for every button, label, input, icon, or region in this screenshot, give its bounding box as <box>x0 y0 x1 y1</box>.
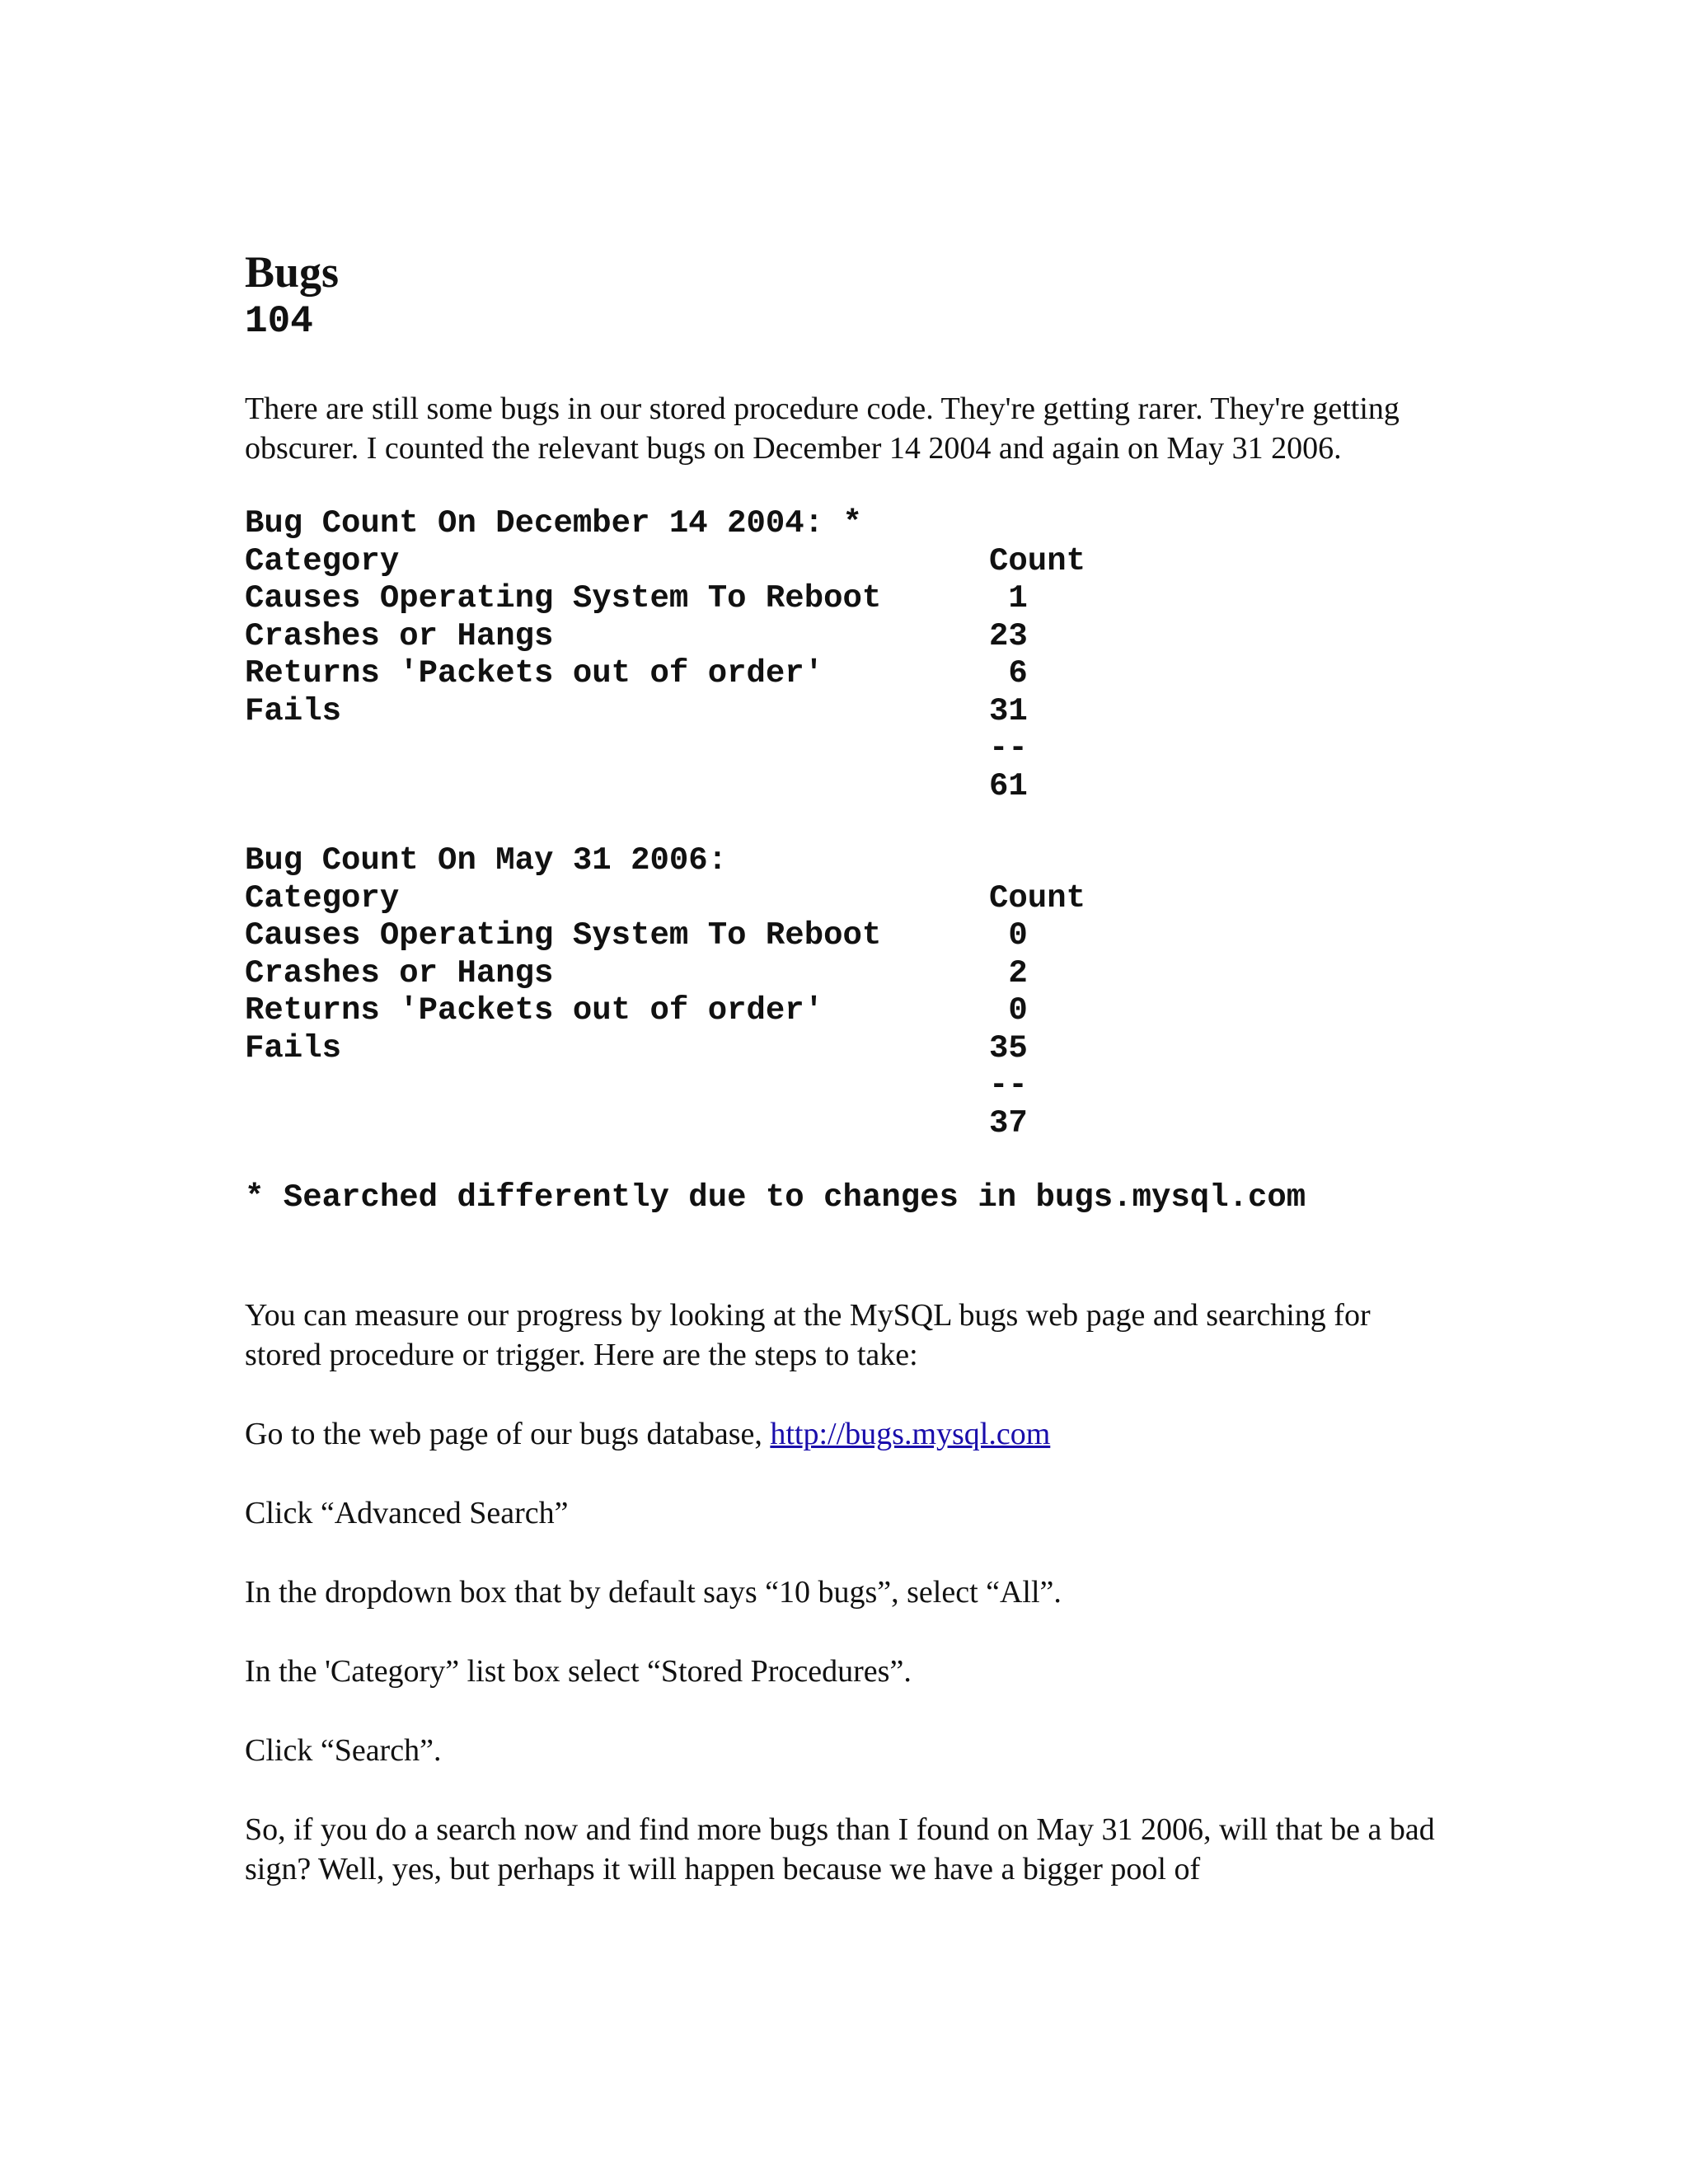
document-page <box>245 247 1448 1889</box>
row-category: Returns 'Packets out of order' <box>245 655 824 691</box>
separator: -- <box>989 730 1028 766</box>
header-count: Count <box>989 542 1086 579</box>
closing-paragraph: So, if you do a search now and find more bugs than I found on May 31 2006, will that be a bad sign? Well, yes, but perhaps it will happen because we have a bigger pool of <box>245 1811 1435 1886</box>
progress-paragraph: You can measure our progress by looking at the MySQL bugs web page and searching for stored procedure or trigger. Here are the steps to take: <box>245 1297 1371 1372</box>
page-title: Bugs <box>245 247 340 297</box>
row-count: 35 <box>989 1029 1028 1066</box>
row-count: 0 <box>989 917 1028 954</box>
header-count: Count <box>989 879 1086 916</box>
table-row <box>245 655 1448 693</box>
table-caption-2004: Bug Count On December 14 2004: * <box>245 505 862 541</box>
row-count: 31 <box>989 692 1028 729</box>
row-category: Crashes or Hangs <box>245 617 554 654</box>
bugs-database-link[interactable]: http://bugs.mysql.com <box>770 1416 1051 1451</box>
table-separator <box>245 730 1448 768</box>
row-category: Fails <box>245 692 342 729</box>
row-count: 1 <box>989 580 1028 616</box>
table-total <box>245 1105 1448 1143</box>
step-search: Click “Search”. <box>245 1732 442 1768</box>
table-row <box>245 618 1448 656</box>
table-row <box>245 992 1448 1030</box>
step-dropdown: In the dropdown box that by default says “10 bugs”, select “All”. <box>245 1574 1062 1610</box>
bug-count-2004 <box>245 505 1448 805</box>
row-category: Causes Operating System To Reboot <box>245 917 882 954</box>
table-header-2006 <box>245 880 1448 918</box>
bug-count-2006 <box>245 842 1448 1142</box>
separator: -- <box>989 1067 1028 1104</box>
table-caption-2006: Bug Count On May 31 2006: <box>245 842 728 879</box>
table-separator <box>245 1067 1448 1105</box>
step-advanced-search: Click “Advanced Search” <box>245 1495 569 1530</box>
table-row <box>245 693 1448 731</box>
step-category: In the 'Category” list box select “Stored Procedures”. <box>245 1653 912 1689</box>
header-category: Category <box>245 879 400 916</box>
footnote: * Searched differently due to changes in bugs.mysql.com <box>245 1179 1306 1216</box>
table-row <box>245 955 1448 993</box>
row-count: 2 <box>989 954 1028 991</box>
header-category: Category <box>245 542 400 579</box>
row-category: Fails <box>245 1029 342 1066</box>
table-row <box>245 580 1448 618</box>
total-count: 61 <box>989 767 1028 804</box>
intro-paragraph: There are still some bugs in our stored procedure code. They're getting rarer. They're getting obscurer. I counted the relevant bugs on December 14 2004 and again on May 31 2006. <box>245 391 1400 466</box>
total-count: 37 <box>989 1104 1028 1141</box>
row-category: Crashes or Hangs <box>245 954 554 991</box>
step-goto-text: Go to the web page of our bugs database, <box>245 1416 771 1451</box>
step-goto <box>245 1414 1448 1454</box>
row-count: 0 <box>989 992 1028 1029</box>
page-number: 104 <box>245 300 313 343</box>
row-category: Causes Operating System To Reboot <box>245 580 882 616</box>
table-total <box>245 768 1448 806</box>
row-category: Returns 'Packets out of order' <box>245 992 824 1029</box>
table-row <box>245 1030 1448 1068</box>
table-header-2004 <box>245 543 1448 581</box>
table-row <box>245 917 1448 955</box>
row-count: 23 <box>989 617 1028 654</box>
row-count: 6 <box>989 655 1028 691</box>
